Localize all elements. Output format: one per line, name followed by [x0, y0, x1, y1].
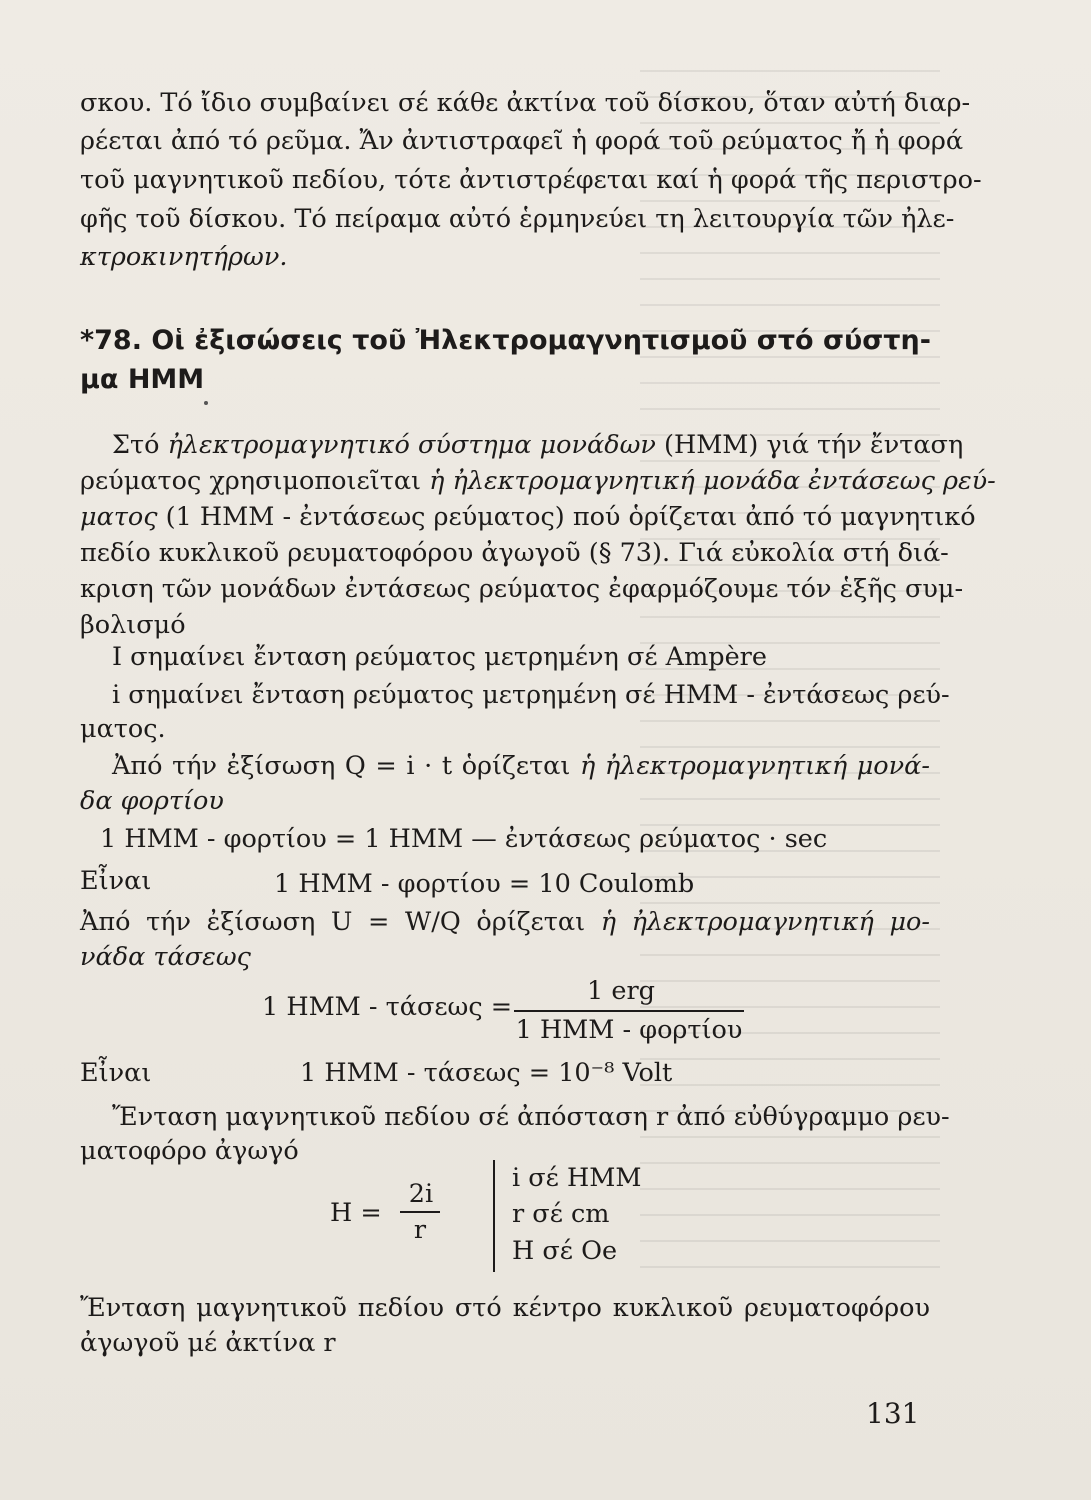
- symbol-definition-I: Ι σημαίνει ἔνταση ρεύματος μετρημένη σέ Ampère: [112, 642, 767, 672]
- unit-i: i σέ ΗΜΜ: [512, 1163, 642, 1193]
- field-fraction-numerator: 2i: [408, 1179, 434, 1209]
- voltage-einai: Εἶναι: [80, 1058, 152, 1088]
- voltage-fraction-numerator: 1 erg: [587, 976, 655, 1006]
- body-line-2: ρέεται ἀπό τό ρεῦμα. Ἄν ἀντιστραφεῖ ἡ φορά τοῦ ρεύματος ἤ ἡ φορά: [80, 126, 964, 156]
- unit-H: H σέ Oe: [512, 1236, 618, 1266]
- para1-line-6: βολισμό: [80, 610, 186, 640]
- voltage-fraction-denominator: 1 ΗΜΜ - φορτίου: [515, 1015, 743, 1045]
- body-line-3: τοῦ μαγνητικοῦ πεδίου, τότε ἀντιστρέφεται καί ἡ φορά τῆς περιστρο-: [80, 165, 982, 195]
- page-number: 131: [866, 1397, 920, 1430]
- symbol-definition-i: i σημαίνει ἔνταση ρεύματος μετρημένη σέ ΗΜΜ - ἐντάσεως ρεύ-: [112, 680, 950, 710]
- para1-line-4: πεδίο κυκλικοῦ ρευματοφόρου ἀγωγοῦ (§ 73). Γιά εὐκολία στή διά-: [80, 538, 949, 568]
- voltage-equation-volt: 1 ΗΜΜ - τάσεως = 10⁻⁸ Volt: [300, 1058, 673, 1088]
- voltage-line-1: Ἀπό τήν ἐξίσωση U = W/Q ὁρίζεται ἡ ἠλεκτρομαγνητική μο-: [80, 907, 930, 937]
- body-line-5: κτροκινητήρων.: [80, 242, 288, 272]
- field-equation-lhs: H =: [330, 1198, 382, 1228]
- para1-line-5: κριση τῶν μονάδων ἐντάσεως ρεύματος ἐφαρμόζουμε τόν ἑξῆς συμ-: [80, 574, 964, 604]
- field-circular-line-1: Ἔνταση μαγνητικοῦ πεδίου στό κέντρο κυκλικοῦ ρευματοφόρου: [80, 1293, 930, 1323]
- symbol-definition-i-cont: ματος.: [80, 714, 166, 744]
- charge-equation: 1 ΗΜΜ - φορτίου = 1 ΗΜΜ — ἐντάσεως ρεύματος · sec: [100, 824, 828, 854]
- field-circular-line-2: ἀγωγοῦ μέ ἀκτίνα r: [80, 1328, 336, 1358]
- section-heading-cont: μα ΗΜΜ: [80, 364, 205, 395]
- charge-equation-coulomb: 1 ΗΜΜ - φορτίου = 10 Coulomb: [274, 869, 695, 899]
- field-straight-line-1: Ἔνταση μαγνητικοῦ πεδίου σέ ἀπόσταση r ἀπό εὐθύγραμμο ρευ-: [112, 1102, 950, 1132]
- body-line-4: φῆς τοῦ δίσκου. Τό πείραμα αὐτό ἑρμηνεύει τη λειτουργία τῶν ἠλε-: [80, 204, 955, 234]
- field-straight-line-2: ματοφόρο ἀγωγό: [80, 1136, 299, 1166]
- para1-line-3: ματος (1 ΗΜΜ - ἐντάσεως ρεύματος) πού ὁρίζεται ἀπό τό μαγνητικό: [80, 502, 976, 532]
- section-heading: *78. Οἱ ἐξισώσεις τοῦ Ἠλεκτρομαγνητισμοῦ στό σύστη-: [80, 325, 931, 356]
- print-dot: [204, 401, 208, 405]
- body-line-1: σκου. Τό ἴδιο συμβαίνει σέ κάθε ἀκτίνα τοῦ δίσκου, ὅταν αὐτή διαρ-: [80, 88, 971, 118]
- charge-einai: Εἶναι: [80, 866, 152, 896]
- units-brace: [493, 1160, 495, 1272]
- charge-line-2: δα φορτίου: [80, 786, 224, 816]
- para1-line-1: Στό ἠλεκτρομαγνητικό σύστημα μονάδων (ΗΜΜ) γιά τήν ἔνταση: [112, 430, 964, 460]
- voltage-fraction-bar: [514, 1010, 744, 1012]
- field-fraction-denominator: r: [413, 1215, 427, 1245]
- charge-line-1: Ἀπό τήν ἐξίσωση Q = i · t ὁρίζεται ἡ ἠλεκτρομαγνητική μονά-: [112, 751, 930, 781]
- unit-r: r σέ cm: [512, 1199, 610, 1229]
- voltage-equation-lhs: 1 ΗΜΜ - τάσεως =: [262, 992, 513, 1022]
- para1-line-2: ρεύματος χρησιμοποιεῖται ἡ ἠλεκτρομαγνητική μονάδα ἐντάσεως ρεύ-: [80, 466, 996, 496]
- voltage-line-2: νάδα τάσεως: [80, 942, 251, 972]
